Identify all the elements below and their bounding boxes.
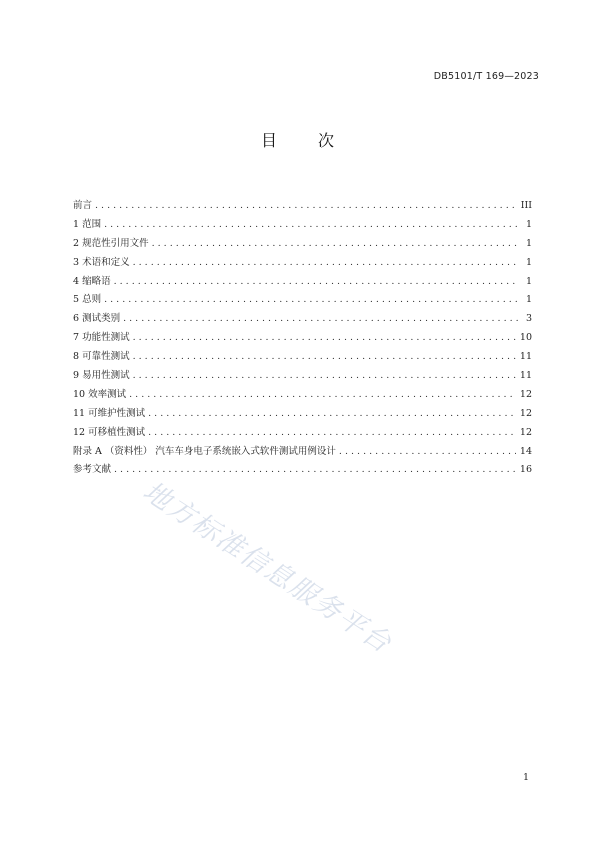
toc-entry-bibliography[interactable]: [73, 461, 532, 480]
document-number: DB5101/T 169—2023: [433, 71, 539, 82]
toc-entry-label: 附录 A （资料性） 汽车车身电子系统嵌入式软件测试用例设计: [73, 445, 336, 457]
toc-dot-leader: [133, 367, 516, 386]
watermark-text: 地方标准信息服务平台: [137, 475, 398, 660]
toc-dot-leader: [152, 235, 518, 254]
toc-entry-label: 4 缩略语: [73, 275, 111, 287]
toc-entry-label: 12 可移植性测试: [73, 426, 146, 438]
toc-entry-maintainability-testing[interactable]: [73, 405, 532, 424]
toc-dot-leader: [114, 461, 516, 480]
toc-entry-page: 12: [519, 407, 532, 419]
toc-entry-label: 7 功能性测试: [73, 332, 130, 344]
toc-dot-leader: [148, 424, 516, 443]
toc-entry-appendix-a[interactable]: [73, 443, 532, 462]
toc-entry-page: III: [520, 200, 532, 211]
toc-dot-leader: [133, 348, 516, 367]
toc-dot-leader: [133, 254, 518, 273]
toc-entry-functional-testing[interactable]: [73, 329, 532, 348]
toc-entry-reliability-testing[interactable]: [73, 348, 532, 367]
toc-entry-label: 2 规范性引用文件: [73, 237, 149, 249]
toc-entry-abbreviations[interactable]: [73, 273, 532, 292]
toc-entry-label: 1 范围: [73, 218, 102, 230]
toc-entry-page: 10: [519, 332, 532, 344]
toc-dot-leader: [129, 386, 516, 405]
toc-dot-leader: [104, 216, 518, 235]
toc-entry-page: 1: [525, 218, 532, 230]
toc-entry-general[interactable]: [73, 291, 532, 310]
toc-entry-page: 1: [525, 237, 532, 249]
toc-dot-leader: [133, 329, 516, 348]
toc-dot-leader: [95, 197, 517, 216]
toc-title: 目 次: [260, 131, 353, 150]
toc-entry-efficiency-testing[interactable]: [73, 386, 532, 405]
toc-entry-label: 前言: [73, 200, 93, 211]
toc-entry-label: 11 可维护性测试: [73, 407, 146, 419]
toc-entry-page: 1: [525, 294, 532, 306]
toc-entry-portability-testing[interactable]: [73, 424, 532, 443]
toc-entry-normative-references[interactable]: [73, 235, 532, 254]
toc-entry-label: 5 总则: [73, 294, 102, 306]
toc-entry-page: 3: [525, 313, 532, 325]
toc-entry-foreword[interactable]: [73, 197, 532, 216]
toc-dot-leader: [104, 291, 518, 310]
toc-dot-leader: [148, 405, 516, 424]
toc-entry-page: 12: [519, 426, 532, 438]
table-of-contents: [73, 197, 532, 480]
toc-entry-page: 1: [525, 275, 532, 287]
toc-entry-page: 16: [519, 464, 532, 476]
toc-entry-page: 11: [519, 351, 532, 363]
toc-dot-leader: [339, 443, 516, 462]
toc-entry-usability-testing[interactable]: [73, 367, 532, 386]
toc-entry-label: 9 易用性测试: [73, 370, 130, 382]
toc-entry-page: 1: [525, 256, 532, 268]
toc-entry-page: 12: [519, 388, 532, 400]
toc-entry-label: 参考文献: [73, 464, 112, 476]
toc-entry-label: 8 可靠性测试: [73, 351, 130, 363]
toc-entry-label: 10 效率测试: [73, 388, 127, 400]
toc-entry-label: 3 术语和定义: [73, 256, 130, 268]
toc-entry-page: 11: [519, 370, 532, 382]
toc-entry-terms-definitions[interactable]: [73, 254, 532, 273]
page-number: 1: [522, 772, 529, 783]
toc-entry-scope[interactable]: [73, 216, 532, 235]
toc-entry-page: 14: [519, 445, 532, 457]
toc-dot-leader: [114, 273, 518, 292]
toc-entry-label: 6 测试类别: [73, 313, 121, 325]
toc-dot-leader: [123, 310, 518, 329]
toc-entry-test-categories[interactable]: [73, 310, 532, 329]
